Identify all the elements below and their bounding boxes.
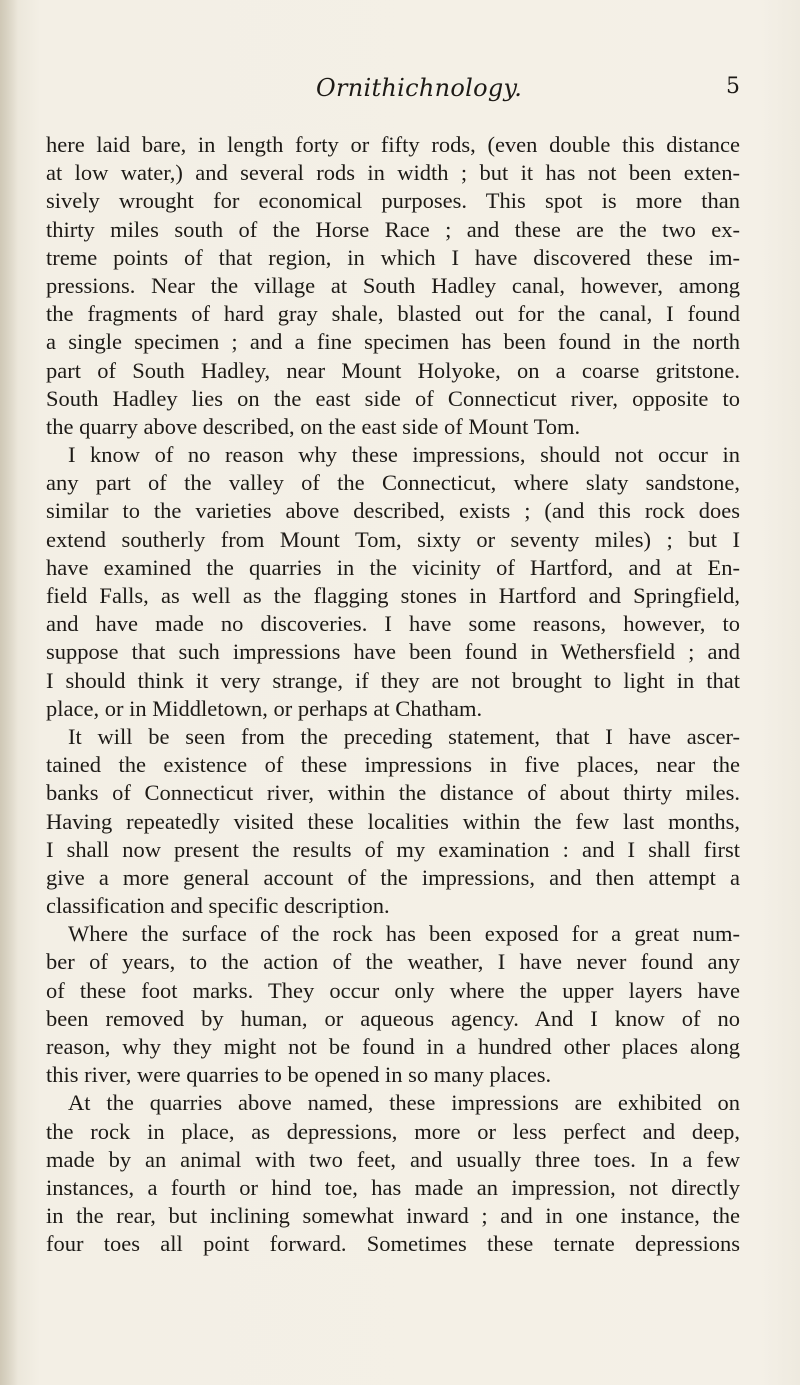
page-number: 5	[726, 74, 740, 99]
text-line: place, or in Middletown, or perhaps at Chatham.	[46, 695, 483, 721]
text-line: the fragments of hard gray shale, blasted out for the canal, I found	[46, 301, 740, 327]
text-line: At the quarries above named, these impressions are exhibited on	[68, 1090, 740, 1116]
text-line: of these foot marks. They occur only where the upper layers have	[46, 977, 740, 1003]
text-line: this river, were quarries to be opened in so many places.	[46, 1062, 552, 1088]
text-line: any part of the valley of the Connecticut, where slaty sandstone,	[46, 470, 740, 496]
text-line: treme points of that region, in which I have discovered these im-	[46, 244, 740, 270]
page-header	[0, 74, 800, 114]
text-line: pressions. Near the village at South Hadley canal, however, among	[46, 272, 740, 298]
text-line: at low water,) and several rods in width ; but it has not been exten-	[46, 160, 740, 186]
text-line: made by an animal with two feet, and usually three toes. In a few	[46, 1146, 740, 1172]
text-line: classification and specific description.	[46, 893, 390, 919]
text-line: It will be seen from the preceding statement, that I have ascer-	[68, 723, 740, 749]
text-line: banks of Connecticut river, within the distance of about thirty miles.	[46, 780, 740, 806]
text-line: South Hadley lies on the east side of Connecticut river, opposite to	[46, 385, 740, 411]
text-line: I shall now present the results of my examination : and I shall first	[46, 836, 740, 862]
text-line: tained the existence of these impressions in five places, near the	[46, 752, 740, 778]
running-title: Ornithichnology.	[316, 74, 523, 102]
text-line: here laid bare, in length forty or fifty rods, (even double this distance	[46, 132, 740, 157]
text-line: extend southerly from Mount Tom, sixty or seventy miles) ; but I	[46, 526, 740, 552]
body-text	[46, 131, 740, 1259]
text-line: I know of no reason why these impressions, should not occur in	[68, 442, 740, 468]
text-line: four toes all point forward. Sometimes these ternate depressions	[46, 1231, 740, 1257]
text-line: the rock in place, as depressions, more or less perfect and deep,	[46, 1118, 740, 1144]
text-line: a single specimen ; and a fine specimen has been found in the north	[46, 329, 740, 355]
text-line: thirty miles south of the Horse Race ; and these are the two ex-	[46, 216, 740, 242]
text-line: the quarry above described, on the east side of Mount Tom.	[46, 413, 581, 439]
text-line: Where the surface of the rock has been exposed for a great num-	[68, 921, 740, 947]
text-line: and have made no discoveries. I have some reasons, however, to	[46, 611, 740, 637]
text-line: Having repeatedly visited these localities within the few last months,	[46, 808, 740, 834]
text-line: I should think it very strange, if they are not brought to light in that	[46, 667, 740, 693]
text-line: reason, why they might not be found in a hundred other places along	[46, 1034, 740, 1059]
text-line: been removed by human, or aqueous agency. And I know of no	[46, 1005, 740, 1031]
text-line: similar to the varieties above described, exists ; (and this rock does	[46, 498, 740, 524]
text-line: have examined the quarries in the vicinity of Hartford, and at En-	[46, 554, 740, 580]
text-line: suppose that such impressions have been found in Wethersfield ; and	[46, 639, 740, 665]
text-line: give a more general account of the impressions, and then attempt a	[46, 864, 740, 890]
text-line: instances, a fourth or hind toe, has made an impression, not directly	[46, 1174, 740, 1200]
text-line: sively wrought for economical purposes. This spot is more than	[46, 188, 740, 214]
binding-gutter	[0, 0, 18, 1385]
text-line: field Falls, as well as the flagging stones in Hartford and Springfield,	[46, 583, 740, 608]
text-line: part of South Hadley, near Mount Holyoke, on a coarse gritstone.	[46, 357, 740, 383]
text-line: ber of years, to the action of the weather, I have never found any	[46, 949, 740, 975]
text-line: in the rear, but inclining somewhat inward ; and in one instance, the	[46, 1203, 740, 1229]
